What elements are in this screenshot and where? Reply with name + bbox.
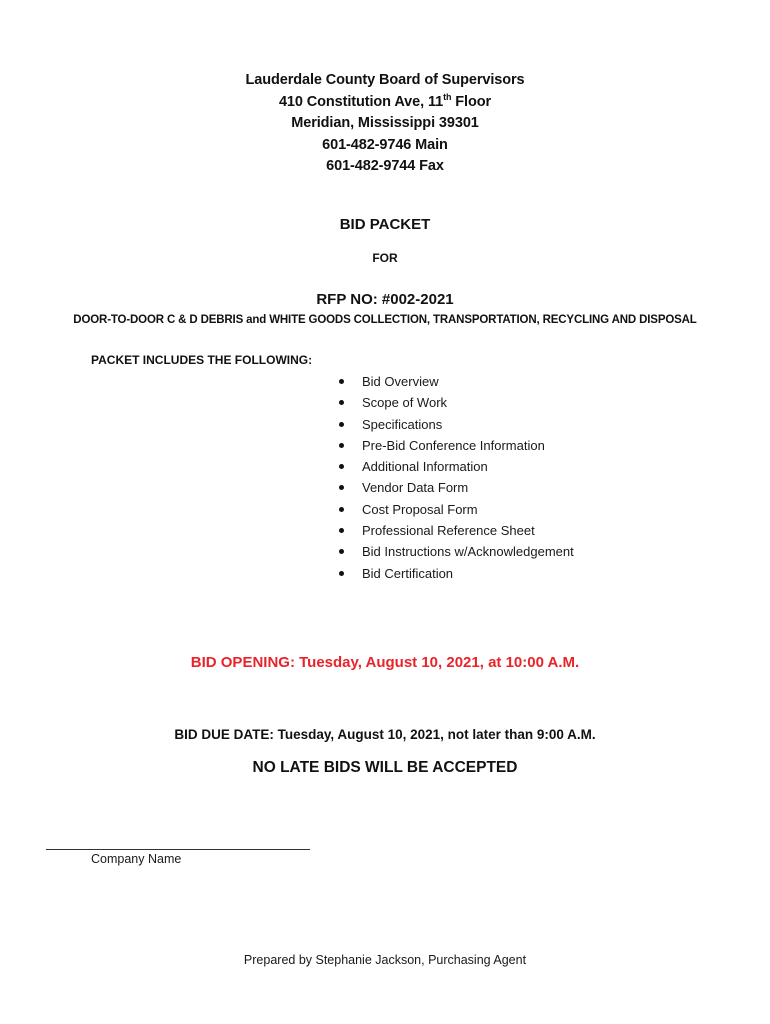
list-item: Bid Instructions w/Acknowledgement <box>338 541 574 562</box>
list-item: Bid Overview <box>338 371 574 392</box>
packet-includes-heading: PACKET INCLUDES THE FOLLOWING: <box>91 353 313 367</box>
document-title: BID PACKET <box>339 216 431 233</box>
floor-ordinal-suffix: th <box>443 91 452 102</box>
floor-label: Floor <box>451 93 492 110</box>
company-name-label: Company Name <box>91 852 182 866</box>
city-state-zip: Meridian, Mississippi 39301 <box>291 115 479 132</box>
list-item: Professional Reference Sheet <box>338 520 574 541</box>
street-address-line: 410 Constitution Ave, 11 <box>278 93 444 110</box>
packet-contents-list <box>338 371 574 584</box>
company-name-signature-line <box>46 849 310 850</box>
list-item: Specifications <box>338 414 574 435</box>
phone-fax: 601-482-9744 Fax <box>326 158 444 175</box>
list-item: Additional Information <box>338 456 574 477</box>
list-item: Bid Certification <box>338 563 574 584</box>
list-item: Cost Proposal Form <box>338 499 574 520</box>
list-item: Pre-Bid Conference Information <box>338 435 574 456</box>
rfp-number: RFP NO: #002-2021 <box>316 291 454 308</box>
list-item: Vendor Data Form <box>338 477 574 498</box>
prepared-by-footer: Prepared by Stephanie Jackson, Purchasing Agent <box>243 953 527 967</box>
street-address <box>0 92 770 114</box>
for-label: FOR <box>372 251 398 265</box>
project-title: DOOR-TO-DOOR C & D DEBRIS and WHITE GOODS COLLECTION, TRANSPORTATION, RECYCLING AND DISPOSAL <box>73 314 697 326</box>
list-item: Scope of Work <box>338 392 574 413</box>
phone-main: 601-482-9746 Main <box>322 136 448 153</box>
bid-due-date: BID DUE DATE: Tuesday, August 10, 2021, not later than 9:00 A.M. <box>174 727 596 742</box>
bid-opening-date: BID OPENING: Tuesday, August 10, 2021, at 10:00 A.M. <box>190 654 580 671</box>
no-late-bids-notice: NO LATE BIDS WILL BE ACCEPTED <box>252 759 518 776</box>
organization-name: Lauderdale County Board of Supervisors <box>245 72 525 88</box>
letterhead <box>0 70 770 178</box>
